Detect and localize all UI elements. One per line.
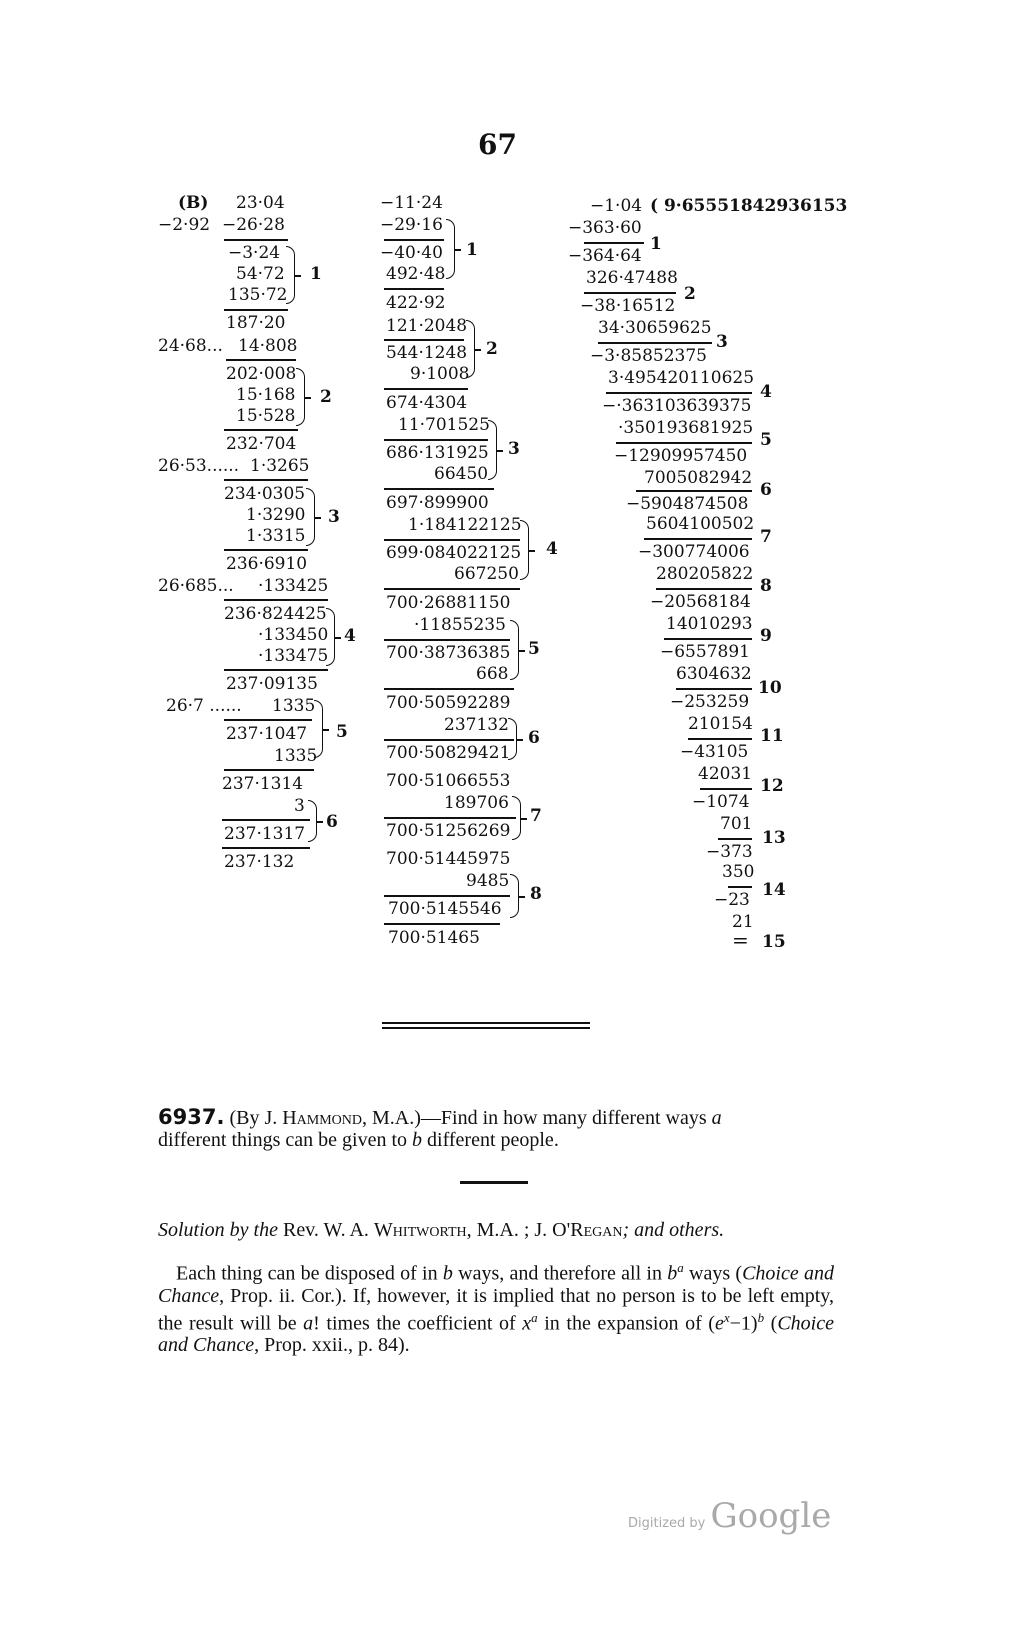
col2-value: 700·5145546 [388,899,502,919]
brace-label: 2 [320,387,332,407]
brace-label: 2 [486,339,498,359]
brace-label: 8 [530,884,542,904]
brace-label: 3 [508,439,520,459]
brace-label: 1 [310,264,322,284]
col2-value: 121·2048 [386,316,468,336]
col1-value: ·133475 [258,646,329,666]
col2-value: 237132 [444,715,509,735]
col1-value: 23·04 [236,193,285,213]
step-label: 15 [762,932,786,952]
solver-name-2: Regan [570,1219,623,1241]
col3-value: 326·47488 [586,268,678,288]
solution-ma: , M.A. ; J. O' [466,1219,571,1241]
col1-value: 15·528 [236,406,296,426]
solution-rev: Rev. W. A. [282,1219,369,1241]
col2-value: 66450 [434,464,489,484]
col3-value: −23 [714,890,750,910]
google-logo: Google [710,1496,832,1536]
col1-value: 135·72 [228,285,288,305]
col2-value: −40·40 [380,243,443,263]
col1-value: 236·824425 [224,604,327,624]
col1-value: 232·704 [226,434,297,454]
col3-value: −363·60 [568,218,642,238]
page-number: 67 [478,128,517,161]
col2-value: 189706 [444,793,509,813]
col2-value: 699·084022125 [386,543,522,563]
brace-label: 4 [344,626,356,646]
problem-statement [158,1106,838,1151]
col2-value: −29·16 [380,215,443,235]
brace-label: 7 [530,806,542,826]
problem-author-rest: , M.A.)—Find in how many different ways [362,1107,707,1129]
col1-value: 237·132 [224,852,295,872]
col1-value: ·133425 [258,576,329,596]
col3-value: ·350193681925 [618,418,754,438]
col2-value: 700·38736385 [386,643,511,663]
col3-value: −253259 [670,692,750,712]
col2-value: 674·4304 [386,393,468,413]
col2-value: 544·1248 [386,343,468,363]
step-label: 7 [760,527,772,547]
col1-value: 237·1314 [222,774,304,794]
solver-name-1: Whitworth [373,1219,467,1241]
col3-head: −1·04 [590,196,643,216]
solution-by: Solution by the [158,1219,278,1241]
col2-value: 697·899900 [386,493,489,513]
col2-value: 700·51066553 [386,771,511,791]
digitized-label: Digitized by [628,1516,706,1531]
step-label: 9 [760,626,772,646]
short-divider [460,1181,528,1184]
col3-value: −43105 [680,742,749,762]
brace-label: 6 [528,728,540,748]
col3-head-paren: ( 9·65551842936153 [650,196,848,216]
col2-value: −11·24 [380,193,443,213]
col3-value: −38·16512 [580,296,676,316]
col2-value: 668 [476,664,509,684]
col1-value: 237·1047 [226,724,308,744]
col1-value: −26·28 [222,215,285,235]
col3-value: −3·85852375 [590,346,707,366]
col3-value: 6304632 [676,664,752,684]
col1-value: 1·3315 [246,526,306,546]
col1-value: 202·008 [226,364,297,384]
step-label: 11 [760,726,784,746]
col1-value: 1·3290 [246,505,306,525]
col2-value: 686·131925 [386,443,489,463]
col3-value: −5904874508 [626,494,749,514]
col1-value: 237·1317 [224,824,306,844]
col2-value: 9485 [466,871,510,891]
step-label: 2 [684,284,696,304]
variable-a: a [711,1107,722,1129]
col3-value: −300774006 [638,542,750,562]
step-label: 10 [758,678,782,698]
digitized-watermark [628,1496,831,1536]
col2-value: 700·50829421 [386,743,511,763]
col1-value: 1·3265 [250,456,310,476]
col1-value: 237·09135 [226,674,318,694]
brace-label: 1 [466,240,478,260]
step-label: 6 [760,480,772,500]
col2-value: 700·50592289 [386,693,511,713]
col2-value: 422·92 [386,293,446,313]
problem-line2-start: different things can be given to [158,1129,408,1151]
col3-value: 701 [720,814,753,834]
solution-and-others: ; and others. [622,1219,725,1241]
problem-number: 6937. [158,1105,225,1129]
col2-value: 492·48 [386,264,446,284]
step-label: 4 [760,382,772,402]
col3-value: 5604100502 [646,514,755,534]
col1-label: 26·53...... [158,456,240,476]
solution-body: Each thing can be disposed of in b ways, and therefore all in $b^a$ ways (Choice and Chance, Prop. ii. Cor.). If, however, it is implied that no person is to be left empty, the result will be a! times the coefficient of $x^a$ in the expansion of $(e^x-1)^b$ (Choice and Chance, Prop. xxii., p. 84). [158,1260,835,1357]
col1-value: ·133450 [258,625,329,645]
step-label: 1 [650,234,662,254]
col2-value: 700·26881150 [386,593,511,613]
step-label: 14 [762,880,786,900]
col1-value: 187·20 [226,313,286,333]
col3-value: −373 [706,842,753,862]
col1-label: 26·685... [158,576,234,596]
col2-value: ·11855235 [414,615,506,635]
col2-value: 700·51445975 [386,849,511,869]
brace-label: 3 [328,507,340,527]
step-label: 8 [760,576,772,596]
col3-value: 14010293 [666,614,753,634]
col1-label: 26·7 ...... [166,696,242,716]
col1-value: 15·168 [236,385,296,405]
col3-value: −20568184 [650,592,751,612]
col1-value: −3·24 [228,243,281,263]
col1-value: 236·6910 [226,554,308,574]
col1-header: (B) [178,193,209,213]
problem-author-name: Hammond [282,1107,363,1129]
problem-line2-end: different people. [427,1129,559,1151]
variable-b: b [412,1129,423,1151]
col3-value: −1074 [692,792,750,812]
col1-value: 54·72 [236,264,285,284]
step-label: 13 [762,828,786,848]
col1-value: 234·0305 [224,484,306,504]
col2-value: 11·701525 [398,415,490,435]
col3-value: 34·30659625 [598,318,712,338]
brace-label: 5 [528,639,540,659]
col3-value: −6557891 [660,642,750,662]
col3-value: 21 [732,912,754,932]
col2-value: 1·184122125 [408,515,522,535]
col2-value: 700·51256269 [386,821,511,841]
col1-value: 1335 [272,696,316,716]
col3-equals: = [732,928,749,952]
col1-label: 24·68... [158,336,223,356]
col3-value: −364·64 [568,246,642,266]
col2-value: 9·1008 [410,364,470,384]
problem-author-open: (By J. [229,1107,278,1129]
col3-value: 280205822 [656,564,754,584]
col3-value: −12909957450 [614,446,748,466]
col3-value: −·363103639375 [602,396,752,416]
col1-label: −2·92 [158,215,211,235]
col2-value: 700·51465 [388,928,480,948]
col3-value: 42031 [698,764,753,784]
solution-heading [158,1219,724,1241]
col2-value: 667250 [454,564,519,584]
brace-label: 5 [336,722,348,742]
step-label: 3 [716,332,728,352]
col1-value: 3 [294,796,305,816]
step-label: 5 [760,430,772,450]
brace-label: 4 [546,539,558,559]
step-label: 12 [760,776,784,796]
col1-value: 14·808 [238,336,298,356]
col1-value: 1335 [274,746,318,766]
col3-value: 350 [722,862,755,882]
col3-value: 7005082942 [644,468,753,488]
col3-value: 210154 [688,714,753,734]
col3-value: 3·495420110625 [608,368,755,388]
brace-label: 6 [326,812,338,832]
